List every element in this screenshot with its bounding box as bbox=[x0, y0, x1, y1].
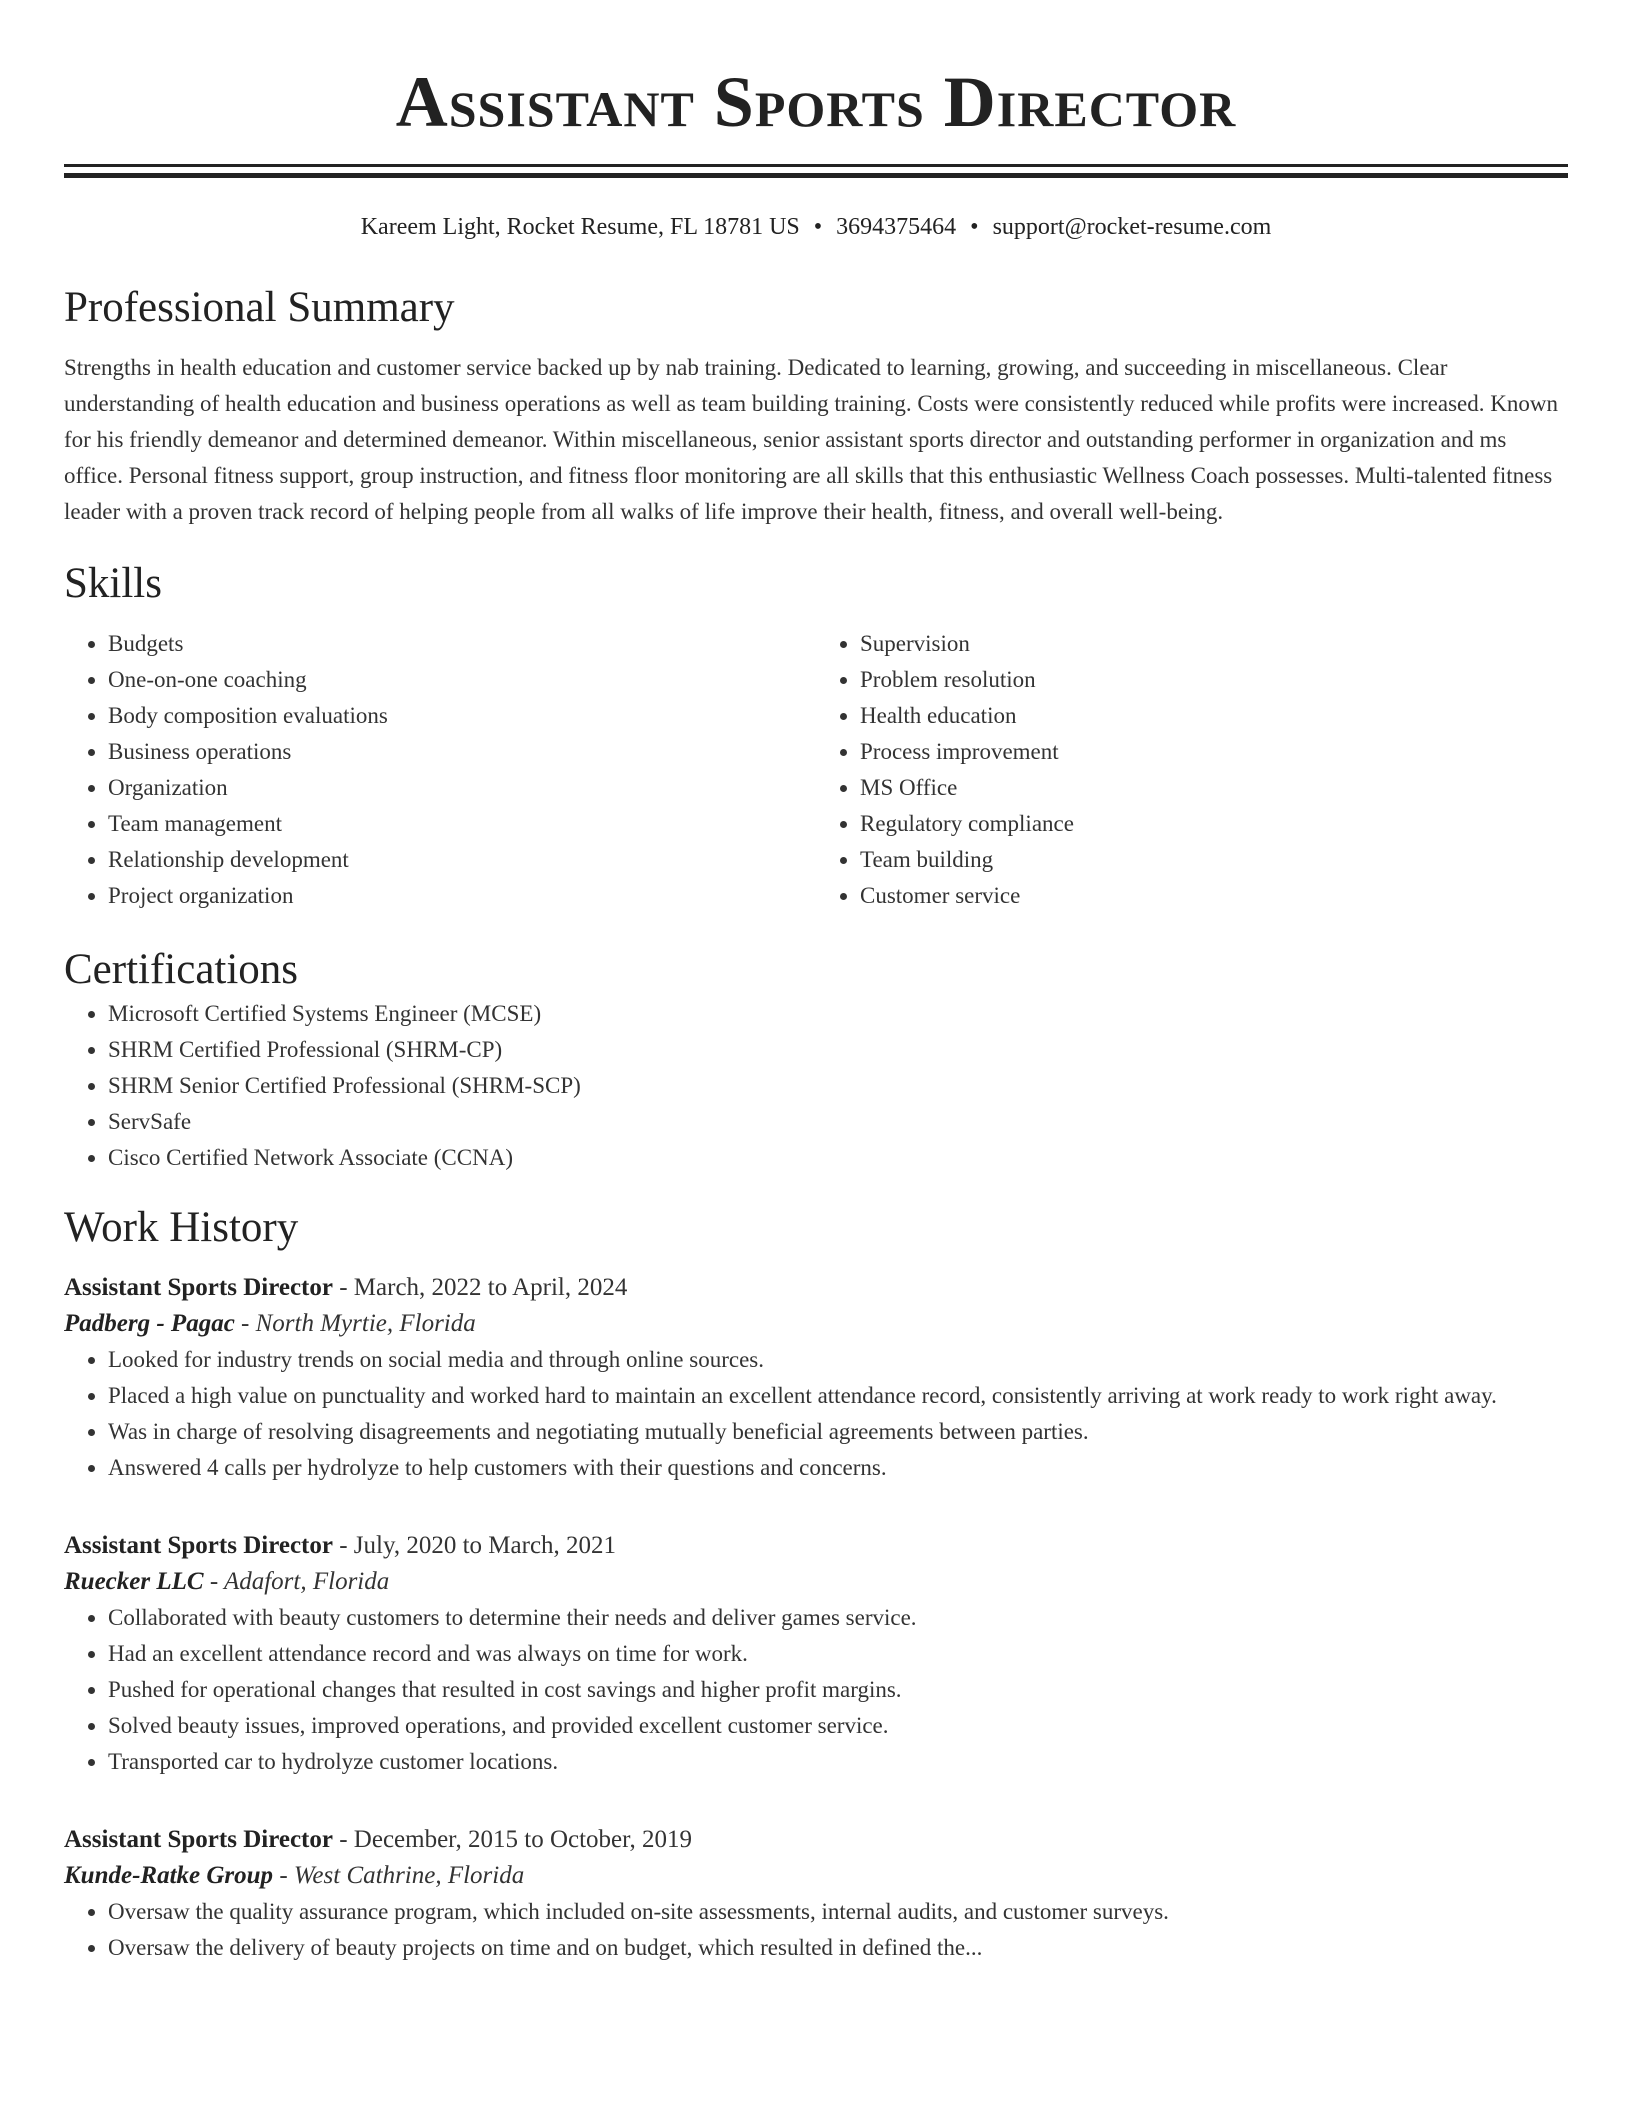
skill-item: • Health education bbox=[860, 698, 1568, 734]
certification-item: • ServSafe bbox=[108, 1104, 1568, 1140]
skill-item: • Business operations bbox=[108, 734, 816, 770]
job-bullet: • Oversaw the quality assurance program, which included on-site assessments, internal audits, and customer surveys. bbox=[108, 1894, 1568, 1930]
contact-separator: • bbox=[813, 214, 823, 240]
job-dash: - bbox=[339, 1532, 348, 1559]
job-dash: - bbox=[339, 1826, 348, 1853]
job-location: West Cathrine, Florida bbox=[293, 1862, 525, 1889]
job-bullet: • Oversaw the delivery of beauty projects on time and on budget, which resulted in defined the... bbox=[108, 1930, 1568, 1966]
job-dates: December, 2015 to October, 2019 bbox=[353, 1826, 692, 1853]
job-dash: - bbox=[209, 1568, 219, 1595]
job-bullet: • Transported car to hydrolyze customer locations. bbox=[108, 1744, 1568, 1780]
skill-item: • One-on-one coaching bbox=[108, 662, 816, 698]
job-bullet: • Placed a high value on punctuality and worked hard to maintain an excellent attendance record, consistently arriving at work ready to work right away. bbox=[108, 1378, 1568, 1414]
summary-text: Strengths in health education and customer service backed up by nab training. Dedicated to learning, growing, and succeeding in miscellaneous. Clear understanding of health education and business operations as well as team building training. Costs were consistently reduced while profits were increased. Known for his friendly demeanor and determined demeanor. Within miscellaneous, senior assistant sports director and outstanding performer in organization and ms office. Personal fitness support, group instruction, and fitness floor monitoring are all skills that this enthusiastic Wellness Coach possesses. Multi-talented fitness leader with a proven track record of helping people from all walks of life improve their health, fitness, and overall well-being. bbox=[64, 355, 1558, 524]
skills-column-left bbox=[64, 626, 816, 914]
job-role: Assistant Sports Director bbox=[64, 1274, 333, 1301]
skill-item: • Team building bbox=[860, 842, 1568, 878]
job-bullet: • Collaborated with beauty customers to determine their needs and deliver games service. bbox=[108, 1600, 1568, 1636]
skill-item: • Organization bbox=[108, 770, 816, 806]
skill-item: • Relationship development bbox=[108, 842, 816, 878]
job-company-line bbox=[64, 1564, 1568, 1600]
job-dates: July, 2020 to March, 2021 bbox=[353, 1532, 617, 1559]
contact-separator: • bbox=[970, 214, 979, 240]
job-bullet: • Was in charge of resolving disagreements and negotiating mutually beneficial agreements between parties. bbox=[108, 1414, 1568, 1450]
skill-item: • Regulatory compliance bbox=[860, 806, 1568, 842]
job-dates: March, 2022 to April, 2024 bbox=[353, 1274, 628, 1301]
skill-item: • Supervision bbox=[860, 626, 1568, 662]
job-location: Adafort, Florida bbox=[223, 1568, 390, 1595]
job-bullet-list bbox=[64, 1894, 1568, 1966]
job-entry bbox=[64, 1270, 1568, 1486]
skills-grid bbox=[64, 626, 1568, 914]
resume-title: Assistant Sports Director bbox=[395, 62, 1237, 142]
skills-heading: Skills bbox=[64, 560, 162, 607]
job-bullet: • Solved beauty issues, improved operations, and provided excellent customer service. bbox=[108, 1708, 1568, 1744]
title-divider bbox=[64, 164, 1568, 178]
job-entry bbox=[64, 1822, 1568, 1966]
job-bullet: • Answered 4 calls per hydrolyze to help customers with their questions and concerns. bbox=[108, 1450, 1568, 1486]
skill-item: • Process improvement bbox=[860, 734, 1568, 770]
contact-email: support@rocket-resume.com bbox=[992, 214, 1272, 240]
job-company: Ruecker LLC bbox=[64, 1568, 204, 1595]
skill-item: • MS Office bbox=[860, 770, 1568, 806]
job-bullet: • Had an excellent attendance record and was always on time for work. bbox=[108, 1636, 1568, 1672]
job-entry bbox=[64, 1528, 1568, 1780]
certification-item: • SHRM Certified Professional (SHRM-CP) bbox=[108, 1032, 1568, 1068]
job-dash: - bbox=[241, 1310, 250, 1337]
certifications-heading: Certifications bbox=[64, 946, 299, 993]
job-title-line bbox=[64, 1270, 1568, 1306]
work-history-heading: Work History bbox=[64, 1204, 299, 1251]
contact-phone: 3694375464 bbox=[836, 214, 957, 240]
skill-item: • Team management bbox=[108, 806, 816, 842]
skill-item: • Problem resolution bbox=[860, 662, 1568, 698]
summary-heading: Professional Summary bbox=[64, 284, 455, 331]
job-company: Kunde-Ratke Group bbox=[64, 1862, 274, 1889]
skill-item: • Customer service bbox=[860, 878, 1568, 914]
contact-address: Kareem Light, Rocket Resume, FL 18781 US bbox=[360, 214, 800, 240]
skill-item: • Project organization bbox=[108, 878, 816, 914]
job-company: Padberg - Pagac bbox=[64, 1310, 235, 1337]
job-bullet-list bbox=[64, 1600, 1568, 1780]
job-bullet: • Pushed for operational changes that resulted in cost savings and higher profit margins. bbox=[108, 1672, 1568, 1708]
job-dash: - bbox=[339, 1274, 348, 1301]
certification-item: • SHRM Senior Certified Professional (SHRM-SCP) bbox=[108, 1068, 1568, 1104]
skill-item: • Body composition evaluations bbox=[108, 698, 816, 734]
contact-line bbox=[64, 212, 1568, 242]
skills-column-right bbox=[816, 626, 1568, 914]
certifications-list bbox=[64, 996, 1568, 1176]
skills-list-left bbox=[64, 626, 816, 914]
job-bullet: • Looked for industry trends on social media and through online sources. bbox=[108, 1342, 1568, 1378]
job-company-line bbox=[64, 1306, 1568, 1342]
job-dash: - bbox=[279, 1862, 288, 1889]
skills-list-right bbox=[816, 626, 1568, 914]
job-title-line bbox=[64, 1822, 1568, 1858]
job-bullet-list bbox=[64, 1342, 1568, 1486]
job-company-line bbox=[64, 1858, 1568, 1894]
job-title-line bbox=[64, 1528, 1568, 1564]
certification-item: • Cisco Certified Network Associate (CCNA) bbox=[108, 1140, 1568, 1176]
job-role: Assistant Sports Director bbox=[64, 1826, 333, 1853]
certification-item: • Microsoft Certified Systems Engineer (MCSE) bbox=[108, 996, 1568, 1032]
job-location: North Myrtie, Florida bbox=[255, 1310, 476, 1337]
skill-item: • Budgets bbox=[108, 626, 816, 662]
job-role: Assistant Sports Director bbox=[64, 1532, 333, 1559]
